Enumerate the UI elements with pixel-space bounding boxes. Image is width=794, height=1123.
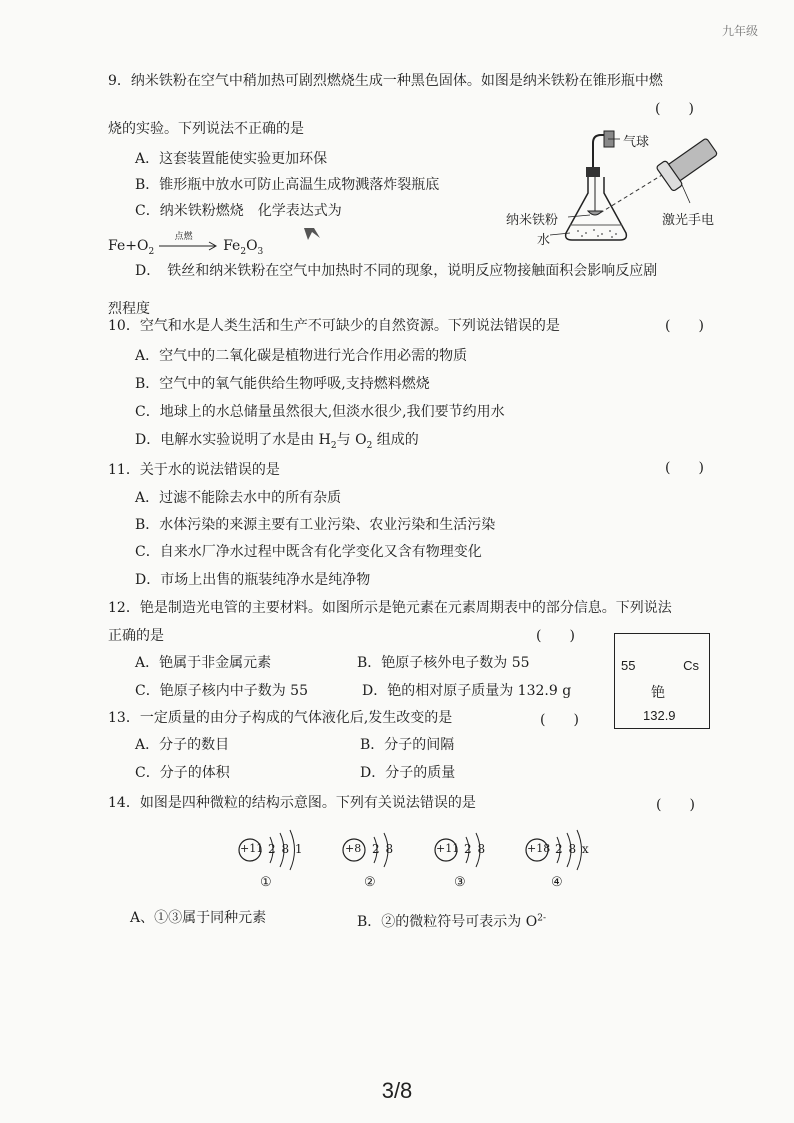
cesium-element-card	[614, 633, 710, 729]
electron-shells: 2 8 x	[555, 842, 589, 856]
particle-diagram-1	[236, 825, 316, 895]
particle-label: ①	[260, 875, 272, 890]
q14-option-b-text: B．②的微粒符号可表示为 O	[357, 914, 538, 930]
q12-answer-bracket: ( )	[536, 628, 575, 644]
page-number: 3/8	[381, 1078, 413, 1103]
scan-mark-icon	[300, 224, 324, 244]
particle-label: ③	[454, 875, 466, 890]
equation-o2-subscript: 2	[148, 246, 155, 257]
equation-product-o: O	[246, 238, 258, 254]
q12-option-c: C．铯原子核内中子数为 55	[135, 683, 308, 699]
label-balloon: 气球	[623, 135, 650, 150]
h2-subscript: 2	[330, 440, 337, 451]
label-nano-iron-powder: 纳米铁粉	[506, 213, 559, 228]
q14-stem: 14．如图是四种微粒的结构示意图。下列有关说法错误的是	[108, 795, 476, 811]
q14-option-b	[357, 911, 546, 931]
q10-option-a: A．空气中的二氧化碳是植物进行光合作用必需的物质	[135, 348, 468, 364]
q9-stem-line1: 9．纳米铁粉在空气中稍加热可剧烈燃烧生成一种黑色固体。如图是纳米铁粉在锥形瓶中燃	[108, 73, 663, 89]
q9-stem-line2: 烧的实验。下列说法不正确的是	[108, 121, 304, 137]
grade-label: 九年级	[721, 24, 758, 38]
label-water: 水	[537, 233, 551, 248]
q9-apparatus-figure	[500, 125, 730, 250]
element-symbol: Cs	[683, 658, 699, 673]
o2-subscript: 2	[366, 440, 373, 451]
q11-answer-bracket: ( )	[665, 460, 704, 476]
q13-option-a: A．分子的数目	[135, 737, 230, 753]
nucleus-charge: +11	[436, 842, 460, 855]
particle-diagram-3	[432, 825, 502, 895]
q9-equation	[108, 232, 264, 257]
q11-option-c: C．自来水厂净水过程中既含有化学变化又含有物理变化	[135, 544, 482, 560]
atomic-number: 55	[621, 658, 636, 673]
nucleus-charge: +18	[527, 842, 551, 855]
label-laser-flashlight: 激光手电	[662, 213, 715, 228]
q10-option-d-mid: 与 O	[336, 432, 367, 448]
q10-option-d-text: D．电解水实验说明了水是由 H	[135, 432, 331, 448]
element-name: 铯	[651, 685, 665, 701]
q10-option-c: C．地球上的水总储量虽然很大,但淡水很少,我们要节约用水	[135, 404, 505, 420]
equation-reactants: Fe+O	[108, 238, 149, 254]
arrow-icon	[159, 239, 219, 253]
oxide-ion-charge: 2-	[537, 913, 546, 924]
q12-option-a: A．铯属于非金属元素	[135, 655, 272, 671]
q12-stem-line1: 12．铯是制造光电管的主要材料。如图所示是铯元素在元素周期表中的部分信息。下列说法	[108, 600, 672, 616]
q14-option-a: A、①③属于同种元素	[130, 910, 267, 926]
equation-product-fe: Fe	[223, 238, 241, 254]
nucleus-charge: +8	[345, 842, 362, 855]
q12-option-d: D．铯的相对原子质量为 132.9 g	[362, 683, 572, 699]
q10-stem: 10．空气和水是人类生活和生产不可缺少的自然资源。下列说法错误的是	[108, 318, 560, 334]
particle-label: ④	[551, 875, 563, 890]
q9-option-a: A．这套装置能使实验更加环保	[135, 151, 328, 167]
q13-option-b: B．分子的间隔	[360, 737, 455, 753]
q13-stem: 13．一定质量的由分子构成的气体液化后,发生改变的是	[108, 710, 453, 726]
q13-option-d: D．分子的质量	[360, 765, 456, 781]
q9-option-b: B．锥形瓶中放水可防止高温生成物溅落炸裂瓶底	[135, 177, 440, 193]
q9-option-c: C．纳米铁粉燃烧 化学表达式为	[135, 203, 342, 219]
particle-diagram-4	[523, 825, 603, 895]
q11-option-a: A．过滤不能除去水中的所有杂质	[135, 490, 342, 506]
equation-o-subscript: 3	[257, 246, 264, 257]
arrow-condition: 点燃	[174, 232, 193, 242]
q14-answer-bracket: ( )	[656, 797, 695, 813]
q10-option-d	[135, 429, 419, 451]
q9-option-d-line1: D． 铁丝和纳米铁粉在空气中加热时不同的现象，说明反应物接触面积会影响反应剧	[135, 263, 658, 279]
nucleus-charge: +11	[240, 842, 264, 855]
equation-fe-subscript: 2	[240, 246, 247, 257]
atomic-mass: 132.9	[643, 708, 676, 723]
particle-label: ②	[364, 875, 376, 890]
electron-shells: 2 8 1	[268, 842, 303, 856]
particle-diagram-2	[340, 825, 410, 895]
q12-stem-line2: 正确的是	[108, 628, 164, 644]
q10-option-b: B．空气中的氧气能供给生物呼吸,支持燃料燃烧	[135, 376, 430, 392]
electron-shells: 2 8	[372, 842, 394, 856]
q13-option-c: C．分子的体积	[135, 765, 230, 781]
q11-option-d: D．市场上出售的瓶装纯净水是纯净物	[135, 572, 371, 588]
q11-stem: 11．关于水的说法错误的是	[108, 462, 280, 478]
q9-answer-bracket: ( )	[655, 101, 694, 117]
q9-option-d-line2: 烈程度	[108, 301, 150, 317]
reaction-arrow	[159, 232, 219, 253]
q10-answer-bracket: ( )	[665, 318, 704, 334]
q10-option-d-end: 组成的	[372, 432, 419, 448]
q12-option-b: B．铯原子核外电子数为 55	[357, 655, 530, 671]
q13-answer-bracket: ( )	[540, 712, 579, 728]
electron-shells: 2 8	[464, 842, 486, 856]
q11-option-b: B．水体污染的来源主要有工业污染、农业污染和生活污染	[135, 517, 496, 533]
